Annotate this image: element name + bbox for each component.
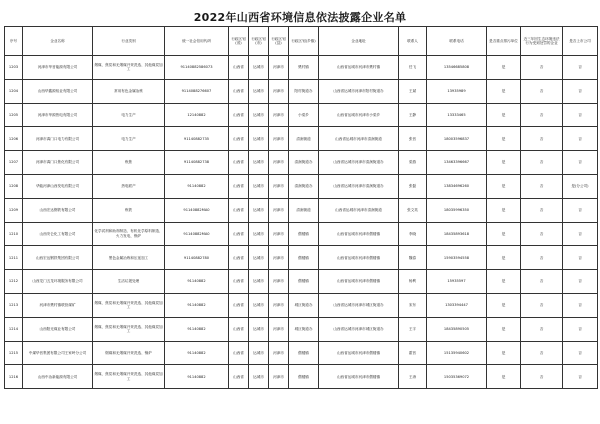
cell-contact: 张磊: [399, 174, 427, 198]
cell-town: 僧楼镇: [289, 341, 319, 365]
header-cell-listed: 是否上市公司: [563, 27, 598, 56]
cell-industry: 热电联产: [93, 174, 165, 198]
cell-penalty: 否: [521, 127, 563, 151]
cell-province: 山西省: [229, 79, 249, 103]
cell-phone: 13935989: [427, 79, 487, 103]
cell-phone: 18035996350: [427, 198, 487, 222]
cell-penalty: 否: [521, 103, 563, 127]
cell-town: 小梁乡: [289, 103, 319, 127]
cell-industry: 烟煤、焦炭和无烟煤开采洗选、其他煤炭加工: [93, 293, 165, 317]
cell-county: 河津市: [269, 79, 289, 103]
cell-city: 运城市: [249, 246, 269, 270]
cell-province: 山西省: [229, 341, 249, 365]
cell-code: 91140882780: [165, 246, 229, 270]
header-cell-no: 序号: [5, 27, 23, 56]
cell-code: 91140882: [165, 293, 229, 317]
cell-address: 山西省运城市河津市清涧街道办: [319, 174, 399, 198]
cell-listed: 是(分公司): [563, 174, 598, 198]
cell-province: 山西省: [229, 270, 249, 294]
cell-key: 是: [487, 127, 521, 151]
table-row: [5, 246, 598, 270]
cell-province: 山西省: [229, 127, 249, 151]
cell-county: 河津市: [269, 293, 289, 317]
cell-industry: 化学试剂和助剂制造、有机化学原料制造、火力发电、锅炉: [93, 222, 165, 246]
cell-county: 河津市: [269, 317, 289, 341]
cell-contact: 李晓: [399, 222, 427, 246]
cell-key: 是: [487, 317, 521, 341]
cell-code: 91140882735: [165, 127, 229, 151]
cell-county: 河津市: [269, 151, 289, 175]
cell-address: 山西省运城市河津市阳村街道办: [319, 79, 399, 103]
cell-listed: 否: [563, 365, 598, 389]
cell-town: 清涧街道: [289, 127, 319, 151]
cell-key: 是: [487, 293, 521, 317]
cell-province: 山西省: [229, 317, 249, 341]
cell-code: 91140882: [165, 174, 229, 198]
header-cell-contact: 联系人: [399, 27, 427, 56]
table-row: [5, 174, 598, 198]
cell-province: 山西省: [229, 56, 249, 80]
cell-penalty: 否: [521, 270, 563, 294]
cell-penalty: 否: [521, 174, 563, 198]
cell-code: 91140882MA0: [165, 222, 229, 246]
cell-address: 山西省运城市河津市清涧街道: [319, 127, 399, 151]
cell-listed: 否: [563, 79, 598, 103]
header-cell-county: 行政区划(县): [269, 27, 289, 56]
header-cell-industry: 行业类别: [93, 27, 165, 56]
table-row: [5, 293, 598, 317]
cell-no: 1204: [5, 79, 23, 103]
cell-city: 运城市: [249, 365, 269, 389]
cell-address: 山西省运城市河津市城区街道办: [319, 317, 399, 341]
cell-name: 中煤华晋集团有限公司王家岭分公司: [23, 341, 93, 365]
cell-penalty: 否: [521, 246, 563, 270]
cell-listed: 否: [563, 56, 598, 80]
cell-key: 是: [487, 246, 521, 270]
cell-code: 91140882: [165, 365, 229, 389]
cell-listed: 否: [563, 341, 598, 365]
header-cell-key-polluter: 是否重点排污单位: [487, 27, 521, 56]
cell-listed: 否: [563, 293, 598, 317]
cell-code: 91140882586073: [165, 56, 229, 80]
cell-county: 河津市: [269, 246, 289, 270]
cell-province: 山西省: [229, 174, 249, 198]
cell-phone: 13546685808: [427, 56, 487, 80]
cell-no: 1212: [5, 270, 23, 294]
table-row: [5, 151, 598, 175]
cell-city: 运城市: [249, 222, 269, 246]
table-row: [5, 127, 598, 151]
cell-province: 山西省: [229, 103, 249, 127]
table-header-row: [5, 27, 598, 56]
cell-name: 山西阳光煤业有限公司: [23, 317, 93, 341]
cell-city: 运城市: [249, 270, 269, 294]
cell-name: 河津市华晋能源有限公司: [23, 56, 93, 80]
cell-town: 僧楼镇: [289, 222, 319, 246]
cell-county: 河津市: [269, 103, 289, 127]
cell-key: 是: [487, 56, 521, 80]
cell-no: 1216: [5, 365, 23, 389]
cell-listed: 否: [563, 270, 598, 294]
cell-name: 华能河津山西发电有限公司: [23, 174, 93, 198]
cell-listed: 否: [563, 127, 598, 151]
cell-county: 河津市: [269, 341, 289, 365]
cell-listed: 否: [563, 317, 598, 341]
cell-phone: 15903594558: [427, 246, 487, 270]
cell-key: 是: [487, 222, 521, 246]
cell-town: 城区街道办: [289, 293, 319, 317]
cell-name: 山西中冶新能源有限公司: [23, 365, 93, 389]
cell-province: 山西省: [229, 246, 249, 270]
cell-listed: 否: [563, 198, 598, 222]
cell-key: 是: [487, 365, 521, 389]
cell-penalty: 否: [521, 317, 563, 341]
cell-name: 河津市禹门口电力有限公司: [23, 127, 93, 151]
cell-city: 运城市: [249, 317, 269, 341]
cell-county: 河津市: [269, 174, 289, 198]
cell-name: 山西安仑化工有限公司: [23, 222, 93, 246]
cell-name: 河津市禹门口焦化有限公司: [23, 151, 93, 175]
cell-industry: 烟煤、焦炭和无烟煤开采洗选、其他煤炭加工: [93, 56, 165, 80]
cell-address: 山西省运城市河津市小梁乡: [319, 103, 399, 127]
cell-phone: 15135940602: [427, 341, 487, 365]
cell-industry: 烟煤、焦炭和无烟煤开采洗选、其他煤炭加工: [93, 317, 165, 341]
cell-town: 僧楼镇: [289, 246, 319, 270]
cell-listed: 否: [563, 246, 598, 270]
cell-town: 樊村镇: [289, 56, 319, 80]
cell-code: 91140882MA0: [165, 198, 229, 222]
cell-no: 1210: [5, 222, 23, 246]
cell-phone: 13834696260: [427, 174, 487, 198]
cell-industry: 电力生产: [93, 127, 165, 151]
cell-no: 1208: [5, 174, 23, 198]
header-cell-town: 行政区划(乡镇): [289, 27, 319, 56]
cell-county: 河津市: [269, 365, 289, 389]
cell-town: 僧楼镇: [289, 365, 319, 389]
cell-contact: 张文英: [399, 198, 427, 222]
cell-penalty: 否: [521, 341, 563, 365]
cell-town: 城区街道办: [289, 317, 319, 341]
cell-industry: 炼焦: [93, 151, 165, 175]
cell-province: 山西省: [229, 198, 249, 222]
header-cell-province: 行政区划(省): [229, 27, 249, 56]
document-title: 2022年山西省环境信息依法披露企业名单: [193, 11, 407, 24]
enterprise-table: [4, 26, 598, 389]
cell-industry: 烟煤和无烟煤开采洗选、锅炉: [93, 341, 165, 365]
cell-key: 是: [487, 174, 521, 198]
cell-no: 1207: [5, 151, 23, 175]
table-row: [5, 198, 598, 222]
cell-key: 是: [487, 270, 521, 294]
table-row: [5, 222, 598, 246]
cell-phone: 13463396667: [427, 151, 487, 175]
cell-industry: 烟煤、焦炭和无烟煤开采洗选、其他煤炭加工: [93, 365, 165, 389]
cell-contact: 杨利: [399, 270, 427, 294]
cell-address: 山西省运城市河津市僧楼镇: [319, 341, 399, 365]
cell-province: 山西省: [229, 293, 249, 317]
cell-key: 是: [487, 341, 521, 365]
header-cell-address: 企业地址: [319, 27, 399, 56]
cell-contact: 魏春: [399, 246, 427, 270]
cell-code: 9114088276607: [165, 79, 229, 103]
cell-contact: 王斌: [399, 79, 427, 103]
table-row: [5, 317, 598, 341]
cell-code: 12140882: [165, 103, 229, 127]
cell-city: 运城市: [249, 103, 269, 127]
cell-key: 是: [487, 151, 521, 175]
cell-industry: 炼铁: [93, 198, 165, 222]
cell-no: 1214: [5, 317, 23, 341]
cell-contact: 王涛: [399, 365, 427, 389]
cell-city: 运城市: [249, 293, 269, 317]
table-body: [5, 56, 598, 389]
cell-contact: 王静: [399, 103, 427, 127]
cell-key: 是: [487, 103, 521, 127]
cell-address: 山西省运城市河津市清涧街道: [319, 198, 399, 222]
cell-penalty: 否: [521, 56, 563, 80]
table-row: [5, 270, 598, 294]
cell-address: 山西省运城市河津市僧楼镇: [319, 365, 399, 389]
cell-city: 运城市: [249, 79, 269, 103]
cell-phone: 18435890505: [427, 317, 487, 341]
cell-code: 91140882: [165, 270, 229, 294]
cell-town: 清涧街道: [289, 198, 319, 222]
cell-county: 河津市: [269, 56, 289, 80]
cell-contact: 梁燕: [399, 151, 427, 175]
cell-industry: 常用有色金属冶炼: [93, 79, 165, 103]
header-cell-name: 企业名称: [23, 27, 93, 56]
table-row: [5, 79, 598, 103]
cell-industry: 电力生产: [93, 103, 165, 127]
cell-listed: 否: [563, 151, 598, 175]
cell-address: 山西省运城市河津市城区街道办: [319, 293, 399, 317]
cell-no: 1215: [5, 341, 23, 365]
cell-city: 运城市: [249, 341, 269, 365]
cell-phone: 13333465: [427, 103, 487, 127]
cell-county: 河津市: [269, 127, 289, 151]
cell-contact: 张晋: [399, 127, 427, 151]
cell-contact: 王宇: [399, 317, 427, 341]
cell-no: 1206: [5, 127, 23, 151]
table-row: [5, 56, 598, 80]
cell-contact: 宋东: [399, 293, 427, 317]
cell-address: 山西省运城市河津市樊村镇: [319, 56, 399, 80]
cell-no: 1209: [5, 198, 23, 222]
cell-county: 河津市: [269, 222, 289, 246]
header-cell-penalty: 近三年因生态环境违法行为受到处罚的企业: [521, 27, 563, 56]
cell-code: 91140882738: [165, 151, 229, 175]
cell-no: 1211: [5, 246, 23, 270]
cell-code: 91140882: [165, 317, 229, 341]
cell-phone: 15035369072: [427, 365, 487, 389]
table-row: [5, 365, 598, 389]
cell-name: 河津市华源热电有限公司: [23, 103, 93, 127]
cell-phone: 15935597: [427, 270, 487, 294]
header-cell-phone: 联系电话: [427, 27, 487, 56]
cell-penalty: 否: [521, 365, 563, 389]
table-row: [5, 103, 598, 127]
cell-county: 河津市: [269, 198, 289, 222]
cell-town: 清涧街道办: [289, 151, 319, 175]
cell-province: 山西省: [229, 222, 249, 246]
cell-no: 1205: [5, 103, 23, 127]
cell-city: 运城市: [249, 174, 269, 198]
cell-phone: 1303394447: [427, 293, 487, 317]
cell-code: 91140882: [165, 341, 229, 365]
cell-no: 1213: [5, 293, 23, 317]
cell-key: 是: [487, 198, 521, 222]
cell-town: 清涧街道办: [289, 174, 319, 198]
cell-phone: 18435893618: [427, 222, 487, 246]
cell-city: 运城市: [249, 127, 269, 151]
cell-penalty: 否: [521, 293, 563, 317]
cell-phone: 18003596837: [427, 127, 487, 151]
cell-contact: 霍晋: [399, 341, 427, 365]
cell-key: 是: [487, 79, 521, 103]
cell-province: 山西省: [229, 365, 249, 389]
header-cell-city: 行政区划(市): [249, 27, 269, 56]
cell-name: 山西宏达钢铁集团有限公司: [23, 246, 93, 270]
cell-address: 山西省运城市河津市僧楼镇: [319, 222, 399, 246]
cell-name: 河津市樊村镇联营煤矿: [23, 293, 93, 317]
header-cell-code: 统一社会信用代码: [165, 27, 229, 56]
cell-province: 山西省: [229, 151, 249, 175]
cell-town: 僧楼镇: [289, 270, 319, 294]
cell-city: 运城市: [249, 198, 269, 222]
cell-address: 山西省运城市河津市僧楼镇: [319, 246, 399, 270]
cell-industry: 黑色金属冶炼和压延加工: [93, 246, 165, 270]
cell-name: 山西龙门五龙环境服务有限公司: [23, 270, 93, 294]
cell-address: 山西省运城市河津市僧楼镇: [319, 270, 399, 294]
cell-penalty: 否: [521, 151, 563, 175]
cell-city: 运城市: [249, 151, 269, 175]
cell-no: 1203: [5, 56, 23, 80]
cell-penalty: 否: [521, 79, 563, 103]
cell-town: 阳村街道办: [289, 79, 319, 103]
cell-listed: 否: [563, 103, 598, 127]
cell-listed: 否: [563, 222, 598, 246]
cell-city: 运城市: [249, 56, 269, 80]
table-row: [5, 341, 598, 365]
cell-industry: 生活垃圾处理: [93, 270, 165, 294]
cell-penalty: 否: [521, 222, 563, 246]
cell-address: 山西省运城市河津市清涧街道办: [319, 151, 399, 175]
cell-contact: 任飞: [399, 56, 427, 80]
cell-penalty: 否: [521, 198, 563, 222]
cell-name: 山西宏达钢铁有限公司: [23, 198, 93, 222]
cell-county: 河津市: [269, 270, 289, 294]
cell-name: 山西华鑫源铝业有限公司: [23, 79, 93, 103]
